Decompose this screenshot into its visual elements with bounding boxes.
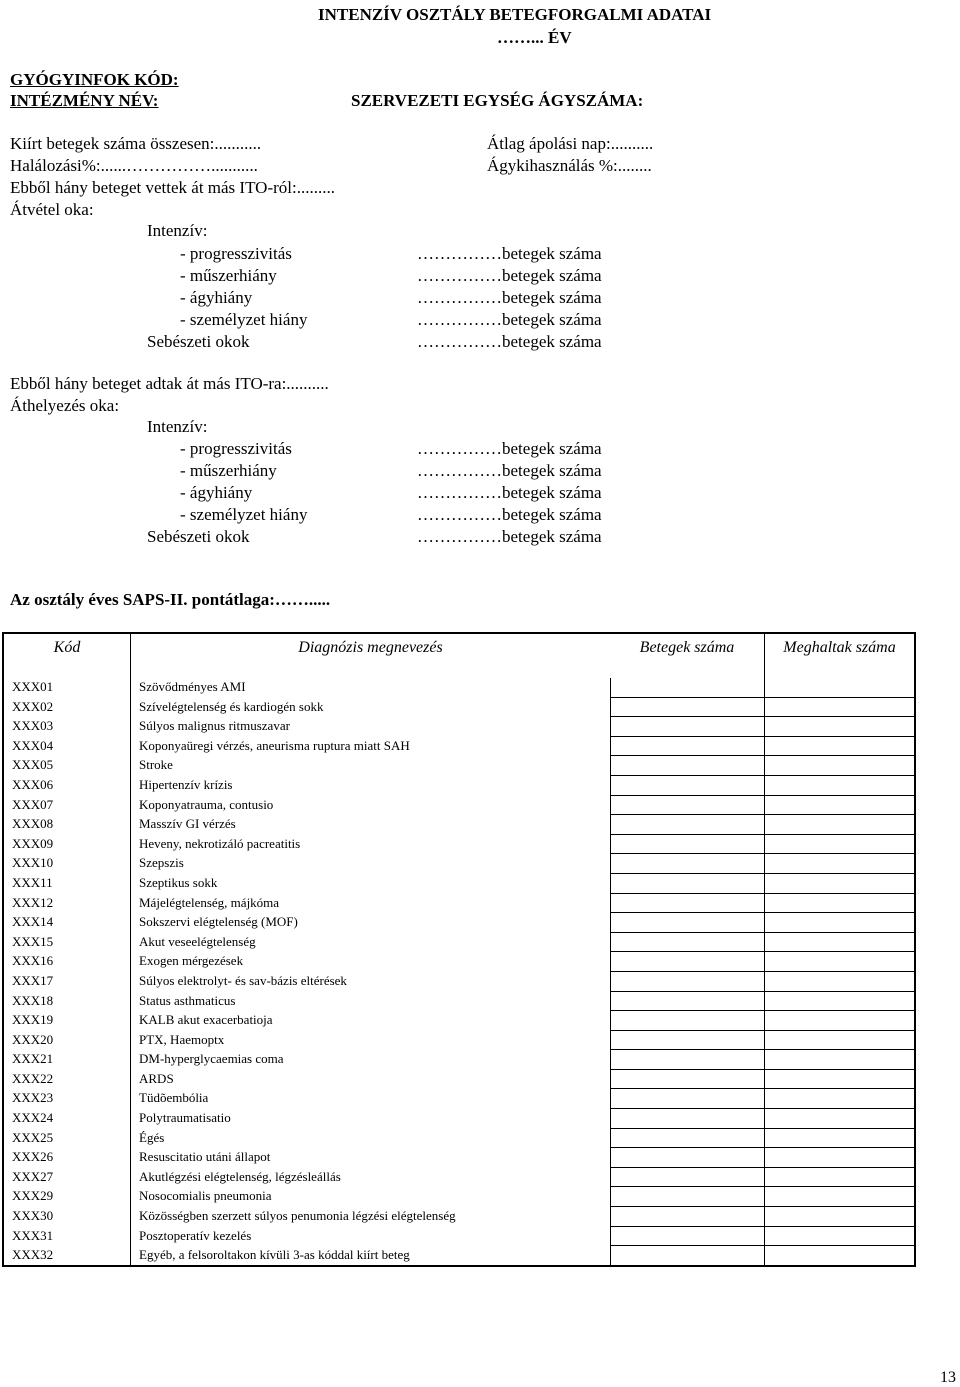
transfer-count: ……………betegek száma (417, 439, 602, 458)
code-label: GYÓGYINFOK KÓD: (10, 70, 179, 89)
transfer-reason-label: Áthelyezés oka: (10, 396, 120, 415)
row-code: XXX30 (3, 1207, 131, 1227)
admission-reason-list (0, 243, 960, 353)
row-diagnosis: Koponyaüregi vérzés, aneurisma ruptura miatt SAH (139, 737, 410, 753)
admission-count: ……………betegek száma (417, 288, 602, 307)
header-diagnosis: Diagnózis megnevezés (298, 639, 443, 656)
patients-count-cell[interactable] (610, 1187, 765, 1207)
deaths-count-cell[interactable] (765, 717, 916, 737)
row-diagnosis: Stroke (139, 757, 173, 773)
header-patients: Betegek száma (639, 639, 735, 656)
patients-count-cell[interactable] (610, 1246, 765, 1266)
year-line: ……... ÉV (497, 28, 572, 47)
row-code: XXX31 (3, 1226, 131, 1246)
patients-count-cell[interactable] (610, 736, 765, 756)
row-diagnosis: Sokszervi elégtelenség (MOF) (139, 914, 298, 930)
admission-item: - műszerhiány (180, 266, 277, 285)
deaths-count-cell[interactable] (765, 854, 916, 874)
patients-count-cell[interactable] (610, 1050, 765, 1070)
row-diagnosis: Exogen mérgezések (139, 953, 244, 969)
patients-count-cell[interactable] (610, 873, 765, 893)
row-diagnosis: Egyéb, a felsoroltakon kívüli 3-as kóddal kiírt beteg (139, 1246, 410, 1262)
table-row (3, 775, 915, 795)
diagnosis-table (2, 632, 916, 1267)
deaths-count-cell[interactable] (765, 893, 916, 913)
table-body (3, 678, 915, 1266)
table-row (3, 893, 915, 913)
row-diagnosis: Tüdõembólia (139, 1090, 209, 1106)
patients-count-cell[interactable] (610, 678, 765, 697)
patients-count-cell[interactable] (610, 991, 765, 1011)
table-row (3, 913, 915, 933)
admission-count: ……………betegek száma (417, 332, 602, 351)
row-code: XXX02 (3, 697, 131, 717)
row-diagnosis: Súlyos elektrolyt- és sav-bázis eltérések (139, 972, 347, 988)
deaths-count-cell[interactable] (765, 834, 916, 854)
patients-count-cell[interactable] (610, 1089, 765, 1109)
table-row (3, 971, 915, 991)
patients-count-cell[interactable] (610, 1128, 765, 1148)
transfer-item: - progresszivitás (180, 439, 292, 458)
deaths-count-cell[interactable] (765, 678, 916, 697)
patients-count-cell[interactable] (610, 952, 765, 972)
row-code: XXX04 (3, 736, 131, 756)
row-diagnosis: Koponyatrauma, contusio (139, 796, 274, 812)
page-title: INTENZÍV OSZTÁLY BETEGFORGALMI ADATAI (318, 5, 712, 24)
row-diagnosis: Májelégtelenség, májkóma (139, 894, 280, 910)
table-row (3, 1089, 915, 1109)
row-diagnosis: Szövődményes AMI (139, 679, 246, 695)
patients-count-cell[interactable] (610, 893, 765, 913)
institution-label: INTÉZMÉNY NÉV: (10, 91, 159, 110)
row-diagnosis: Szepszis (139, 855, 184, 871)
patients-count-cell[interactable] (610, 1109, 765, 1129)
row-code: XXX22 (3, 1069, 131, 1089)
admission-count: ……………betegek száma (417, 310, 602, 329)
row-code: XXX01 (3, 678, 131, 697)
row-code: XXX19 (3, 1011, 131, 1031)
transfer-item: Sebészeti okok (147, 527, 250, 546)
patients-count-cell[interactable] (610, 795, 765, 815)
deaths-count-cell[interactable] (765, 1246, 916, 1266)
row-diagnosis: Resuscitatio utáni állapot (139, 1149, 271, 1165)
table-row (3, 678, 915, 697)
row-diagnosis: Szeptikus sokk (139, 874, 218, 890)
table-row (3, 1207, 915, 1227)
patients-count-cell[interactable] (610, 1226, 765, 1246)
transfer-count: ……………betegek száma (417, 461, 602, 480)
deaths-count-cell[interactable] (765, 1148, 916, 1168)
transfer-intensive-label: Intenzív: (147, 417, 208, 436)
table-row (3, 1246, 915, 1266)
row-diagnosis: Polytraumatisatio (139, 1110, 231, 1126)
patients-count-cell[interactable] (610, 1148, 765, 1168)
table-row (3, 697, 915, 717)
table-row (3, 1167, 915, 1187)
patients-count-cell[interactable] (610, 1069, 765, 1089)
row-code: XXX16 (3, 952, 131, 972)
patients-count-cell[interactable] (610, 971, 765, 991)
table-row (3, 854, 915, 874)
table-row (3, 795, 915, 815)
row-diagnosis: Közösségben szerzett súlyos penumonia légzési elégtelenség (139, 1208, 456, 1224)
table-row (3, 1069, 915, 1089)
table-row (3, 1109, 915, 1129)
deaths-count-cell[interactable] (765, 1069, 916, 1089)
row-diagnosis: Hipertenzív krízis (139, 776, 233, 792)
header-code: Kód (3, 633, 131, 678)
table-row (3, 991, 915, 1011)
row-code: XXX24 (3, 1109, 131, 1129)
table-row (3, 1226, 915, 1246)
row-code: XXX07 (3, 795, 131, 815)
row-diagnosis: Akutlégzési elégtelenség, légzésleállás (139, 1168, 341, 1184)
row-diagnosis: Masszív GI vérzés (139, 816, 236, 832)
deaths-count-cell[interactable] (765, 736, 916, 756)
row-diagnosis: PTX, Haemoptx (139, 1031, 225, 1047)
row-code: XXX18 (3, 991, 131, 1011)
row-code: XXX26 (3, 1148, 131, 1168)
deaths-count-cell[interactable] (765, 1109, 916, 1129)
table-row (3, 873, 915, 893)
row-code: XXX17 (3, 971, 131, 991)
row-diagnosis: Súlyos malignus ritmuszavar (139, 718, 290, 734)
table-row (3, 736, 915, 756)
row-code: XXX25 (3, 1128, 131, 1148)
table-header-row (3, 633, 915, 678)
deaths-count-cell[interactable] (765, 1050, 916, 1070)
table-row (3, 834, 915, 854)
deaths-count-cell[interactable] (765, 971, 916, 991)
row-code: XXX15 (3, 932, 131, 952)
row-code: XXX06 (3, 775, 131, 795)
deaths-count-cell[interactable] (765, 775, 916, 795)
table-row (3, 932, 915, 952)
deaths-count-cell[interactable] (765, 932, 916, 952)
deaths-count-cell[interactable] (765, 1011, 916, 1031)
row-diagnosis: ARDS (139, 1070, 174, 1086)
table-row (3, 952, 915, 972)
transfer-item: - ágyhiány (180, 483, 253, 502)
patients-count-cell[interactable] (610, 815, 765, 835)
patients-count-cell[interactable] (610, 932, 765, 952)
patients-count-cell[interactable] (610, 834, 765, 854)
table-row (3, 1187, 915, 1207)
deaths-count-cell[interactable] (765, 697, 916, 717)
row-code: XXX08 (3, 815, 131, 835)
admission-item: - ágyhiány (180, 288, 253, 307)
deaths-count-cell[interactable] (765, 952, 916, 972)
row-diagnosis: Szívelégtelenség és kardiogén sokk (139, 698, 324, 714)
transfer-out-question: Ebből hány beteget adtak át más ITO-ra:.......... (10, 374, 329, 393)
patients-count-cell[interactable] (610, 1011, 765, 1031)
row-code: XXX21 (3, 1050, 131, 1070)
deaths-count-cell[interactable] (765, 1187, 916, 1207)
row-code: XXX14 (3, 913, 131, 933)
patients-count-cell[interactable] (610, 756, 765, 776)
deaths-count-cell[interactable] (765, 913, 916, 933)
mortality-rate: Halálozási%:......……………........... (10, 156, 258, 175)
deaths-count-cell[interactable] (765, 1167, 916, 1187)
admission-reason-label: Átvétel oka: (10, 200, 94, 219)
row-code: XXX27 (3, 1167, 131, 1187)
row-code: XXX11 (3, 873, 131, 893)
patients-count-cell[interactable] (610, 717, 765, 737)
patients-count-cell[interactable] (610, 775, 765, 795)
row-diagnosis: Égés (139, 1129, 165, 1145)
row-code: XXX12 (3, 893, 131, 913)
table-row (3, 1128, 915, 1148)
row-code: XXX05 (3, 756, 131, 776)
deaths-count-cell[interactable] (765, 815, 916, 835)
deaths-count-cell[interactable] (765, 1030, 916, 1050)
row-diagnosis: Heveny, nekrotizáló pacreatitis (139, 835, 301, 851)
deaths-count-cell[interactable] (765, 1226, 916, 1246)
discharged-count: Kiírt betegek száma összesen:........... (10, 134, 262, 153)
patients-count-cell[interactable] (610, 697, 765, 717)
row-code: XXX32 (3, 1246, 131, 1266)
patients-count-cell[interactable] (610, 913, 765, 933)
transfer-count: ……………betegek száma (417, 527, 602, 546)
table-row (3, 717, 915, 737)
row-code: XXX20 (3, 1030, 131, 1050)
transfer-count: ……………betegek száma (417, 505, 602, 524)
row-diagnosis: DM-hyperglycaemias coma (139, 1051, 284, 1067)
row-diagnosis: KALB akut exacerbatioja (139, 1012, 273, 1028)
admission-item: - személyzet hiány (180, 310, 308, 329)
patients-count-cell[interactable] (610, 1207, 765, 1227)
table-row (3, 1050, 915, 1070)
row-code: XXX29 (3, 1187, 131, 1207)
table-row (3, 756, 915, 776)
patients-count-cell[interactable] (610, 1167, 765, 1187)
deaths-count-cell[interactable] (765, 795, 916, 815)
deaths-count-cell[interactable] (765, 873, 916, 893)
table-row (3, 1011, 915, 1031)
row-code: XXX10 (3, 854, 131, 874)
table-row (3, 1030, 915, 1050)
unit-bed-label: SZERVEZETI EGYSÉG ÁGYSZÁMA: (351, 91, 644, 110)
patients-count-cell[interactable] (610, 854, 765, 874)
admission-count: ……………betegek száma (417, 266, 602, 285)
deaths-count-cell[interactable] (765, 1128, 916, 1148)
row-diagnosis: Nosocomialis pneumonia (139, 1188, 272, 1204)
transfer-item: - műszerhiány (180, 461, 277, 480)
row-diagnosis: Posztoperatív kezelés (139, 1227, 252, 1243)
admission-intensive-label: Intenzív: (147, 221, 208, 240)
saps-average: Az osztály éves SAPS-II. pontátlaga:……..... (10, 590, 331, 609)
table-row (3, 815, 915, 835)
admission-item: Sebészeti okok (147, 332, 250, 351)
transfer-count: ……………betegek száma (417, 483, 602, 502)
table-row (3, 1148, 915, 1168)
deaths-count-cell[interactable] (765, 991, 916, 1011)
bed-usage: Ágykihasználás %:........ (487, 156, 652, 175)
patients-count-cell[interactable] (610, 1030, 765, 1050)
admission-item: - progresszivitás (180, 244, 292, 263)
header-deaths: Meghaltak száma (765, 633, 916, 678)
deaths-count-cell[interactable] (765, 1207, 916, 1227)
transferred-in-count: Ebből hány beteget vettek át más ITO-ról:......... (10, 178, 335, 197)
transfer-reason-list (0, 438, 960, 548)
avg-care-days: Átlag ápolási nap:.......... (487, 134, 654, 153)
deaths-count-cell[interactable] (765, 756, 916, 776)
row-diagnosis: Akut veseelégtelenség (139, 933, 256, 949)
row-code: XXX23 (3, 1089, 131, 1109)
admission-count: ……………betegek száma (417, 244, 602, 263)
page-number: 13 (940, 1369, 956, 1386)
deaths-count-cell[interactable] (765, 1089, 916, 1109)
row-code: XXX03 (3, 717, 131, 737)
row-diagnosis: Status asthmaticus (139, 992, 236, 1008)
transfer-item: - személyzet hiány (180, 505, 308, 524)
row-code: XXX09 (3, 834, 131, 854)
